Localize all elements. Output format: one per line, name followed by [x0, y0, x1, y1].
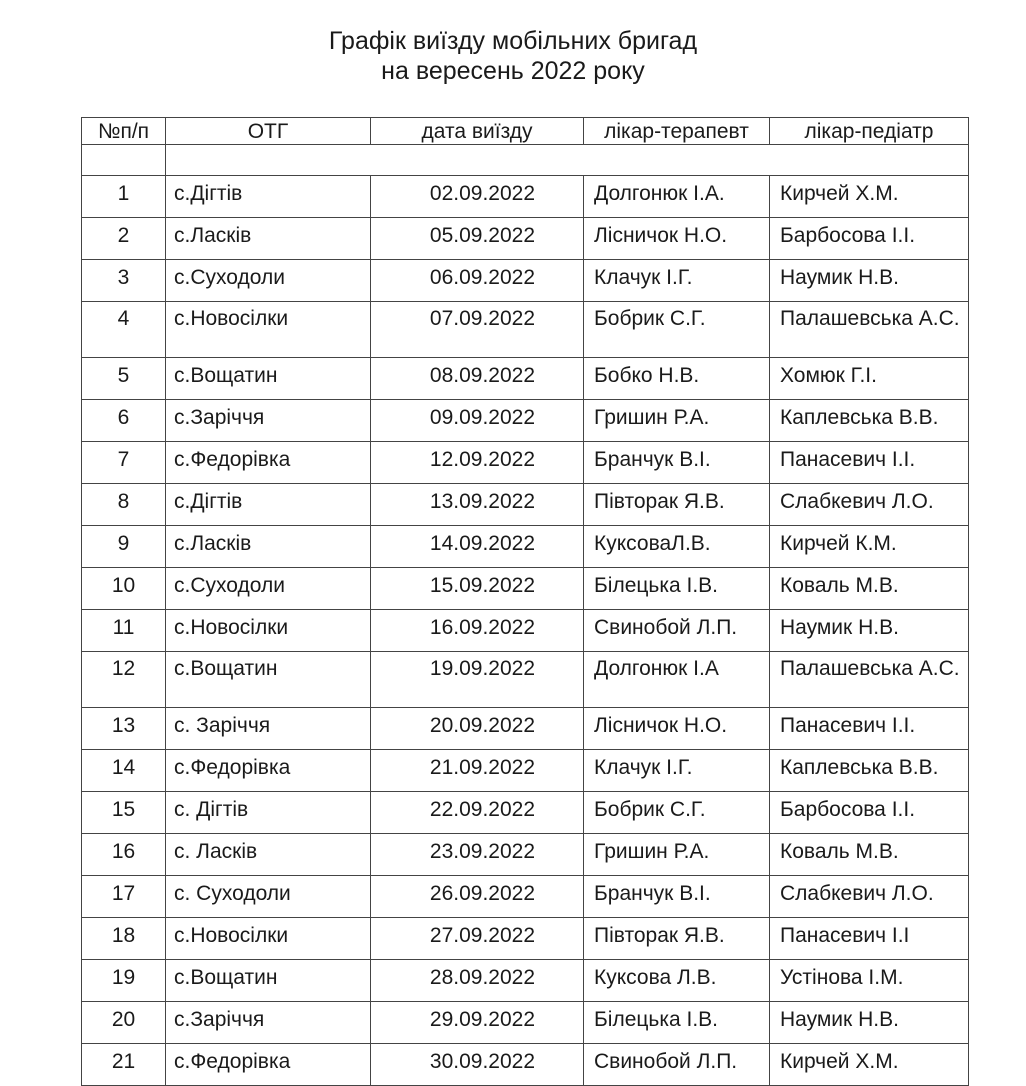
row-date: 12.09.2022	[371, 442, 584, 484]
table-row	[82, 526, 969, 568]
row-number: 18	[82, 918, 166, 960]
header-number: №п/п	[82, 118, 166, 145]
row-otg: с.Федорівка	[166, 1044, 371, 1086]
row-pediatrician: Хомюк Г.І.	[770, 358, 969, 400]
row-date: 06.09.2022	[371, 260, 584, 302]
table-row	[82, 1044, 969, 1086]
row-otg: с.Ласків	[166, 526, 371, 568]
row-otg: с.Заріччя	[166, 1002, 371, 1044]
table-row	[82, 750, 969, 792]
title-line-2: на вересень 2022 року	[381, 57, 645, 85]
row-therapist: Бобрик С.Г.	[584, 302, 770, 358]
row-pediatrician: Наумик Н.В.	[770, 260, 969, 302]
table-row	[82, 218, 969, 260]
row-therapist: Свинобой Л.П.	[584, 1044, 770, 1086]
title-line-1: Графік виїзду мобільних бригад	[328, 27, 698, 55]
row-number: 12	[82, 652, 166, 708]
table-row	[82, 792, 969, 834]
row-otg: с.Вощатин	[166, 960, 371, 1002]
table-row	[82, 358, 969, 400]
row-date: 02.09.2022	[371, 176, 584, 218]
row-pediatrician: Палашевська А.С.	[770, 652, 969, 708]
row-otg: с.Ласків	[166, 218, 371, 260]
row-therapist: Лісничок Н.О.	[584, 218, 770, 260]
row-number: 8	[82, 484, 166, 526]
row-pediatrician: Кирчей К.М.	[770, 526, 969, 568]
row-therapist: Лісничок Н.О.	[584, 708, 770, 750]
row-number: 3	[82, 260, 166, 302]
row-therapist: Бранчук В.І.	[584, 876, 770, 918]
row-date: 27.09.2022	[371, 918, 584, 960]
row-therapist: Клачук І.Г.	[584, 260, 770, 302]
row-number: 2	[82, 218, 166, 260]
table-row	[82, 176, 969, 218]
row-date: 28.09.2022	[371, 960, 584, 1002]
row-date: 20.09.2022	[371, 708, 584, 750]
row-otg: с.Суходоли	[166, 568, 371, 610]
row-date: 30.09.2022	[371, 1044, 584, 1086]
row-date: 23.09.2022	[371, 834, 584, 876]
row-date: 21.09.2022	[371, 750, 584, 792]
table-row	[82, 918, 969, 960]
row-otg: с.Дігтів	[166, 484, 371, 526]
row-number: 14	[82, 750, 166, 792]
row-pediatrician: Каплевська В.В.	[770, 750, 969, 792]
table-row	[82, 876, 969, 918]
table-row	[82, 610, 969, 652]
table-row	[82, 960, 969, 1002]
row-otg: с.Вощатин	[166, 358, 371, 400]
row-number: 15	[82, 792, 166, 834]
row-pediatrician: Барбосова І.І.	[770, 792, 969, 834]
header-therapist: лікар-терапевт	[584, 118, 770, 145]
row-number: 17	[82, 876, 166, 918]
row-date: 19.09.2022	[371, 652, 584, 708]
row-otg: с.Суходоли	[166, 260, 371, 302]
header-date: дата виїзду	[371, 118, 584, 145]
row-therapist: Долгонюк І.А.	[584, 176, 770, 218]
row-date: 29.09.2022	[371, 1002, 584, 1044]
row-pediatrician: Слабкевич Л.О.	[770, 484, 969, 526]
row-otg: с.Федорівка	[166, 442, 371, 484]
blank-row	[82, 145, 969, 176]
table-row	[82, 568, 969, 610]
blank-cell-wide	[166, 145, 969, 176]
row-pediatrician: Панасевич І.І	[770, 918, 969, 960]
header-pediatrician: лікар-педіатр	[770, 118, 969, 145]
row-date: 09.09.2022	[371, 400, 584, 442]
row-pediatrician: Кирчей Х.М.	[770, 176, 969, 218]
row-date: 14.09.2022	[371, 526, 584, 568]
row-otg: с.Новосілки	[166, 610, 371, 652]
row-otg: с.Заріччя	[166, 400, 371, 442]
table-row	[82, 442, 969, 484]
row-number: 13	[82, 708, 166, 750]
row-otg: с.Новосілки	[166, 302, 371, 358]
schedule-table	[81, 117, 969, 1086]
row-date: 16.09.2022	[371, 610, 584, 652]
row-otg: с.Дігтів	[166, 176, 371, 218]
row-pediatrician: Палашевська А.С.	[770, 302, 969, 358]
row-number: 6	[82, 400, 166, 442]
table-row	[82, 302, 969, 358]
row-pediatrician: Наумик Н.В.	[770, 1002, 969, 1044]
row-otg: с. Ласків	[166, 834, 371, 876]
row-otg: с.Новосілки	[166, 918, 371, 960]
row-therapist: Куксова Л.В.	[584, 960, 770, 1002]
row-therapist: Півторак Я.В.	[584, 484, 770, 526]
row-date: 26.09.2022	[371, 876, 584, 918]
row-number: 11	[82, 610, 166, 652]
row-number: 5	[82, 358, 166, 400]
row-therapist: Бобрик С.Г.	[584, 792, 770, 834]
row-date: 05.09.2022	[371, 218, 584, 260]
table-row	[82, 400, 969, 442]
row-pediatrician: Барбосова І.І.	[770, 218, 969, 260]
row-number: 7	[82, 442, 166, 484]
row-therapist: Клачук І.Г.	[584, 750, 770, 792]
table-row	[82, 834, 969, 876]
row-number: 19	[82, 960, 166, 1002]
row-pediatrician: Слабкевич Л.О.	[770, 876, 969, 918]
row-pediatrician: Кирчей Х.М.	[770, 1044, 969, 1086]
row-therapist: Гришин Р.А.	[584, 400, 770, 442]
row-otg: с.Вощатин	[166, 652, 371, 708]
row-date: 15.09.2022	[371, 568, 584, 610]
table-row	[82, 652, 969, 708]
row-number: 20	[82, 1002, 166, 1044]
document-title	[0, 26, 1026, 86]
row-therapist: Півторак Я.В.	[584, 918, 770, 960]
row-therapist: Гришин Р.А.	[584, 834, 770, 876]
row-therapist: КуксоваЛ.В.	[584, 526, 770, 568]
row-date: 13.09.2022	[371, 484, 584, 526]
table-row	[82, 260, 969, 302]
table-body	[82, 145, 969, 1086]
row-date: 07.09.2022	[371, 302, 584, 358]
row-therapist: Долгонюк І.А	[584, 652, 770, 708]
row-therapist: Білецька І.В.	[584, 1002, 770, 1044]
row-pediatrician: Каплевська В.В.	[770, 400, 969, 442]
row-pediatrician: Панасевич І.І.	[770, 442, 969, 484]
row-therapist: Бобко Н.В.	[584, 358, 770, 400]
row-date: 22.09.2022	[371, 792, 584, 834]
row-therapist: Свинобой Л.П.	[584, 610, 770, 652]
row-number: 4	[82, 302, 166, 358]
row-pediatrician: Устінова І.М.	[770, 960, 969, 1002]
row-otg: с.Федорівка	[166, 750, 371, 792]
row-otg: с. Заріччя	[166, 708, 371, 750]
row-number: 21	[82, 1044, 166, 1086]
header-otg: ОТГ	[166, 118, 371, 145]
row-otg: с. Дігтів	[166, 792, 371, 834]
row-number: 9	[82, 526, 166, 568]
table-row	[82, 1002, 969, 1044]
row-therapist: Білецька І.В.	[584, 568, 770, 610]
row-date: 08.09.2022	[371, 358, 584, 400]
row-pediatrician: Панасевич І.І.	[770, 708, 969, 750]
row-pediatrician: Коваль М.В.	[770, 834, 969, 876]
table-row	[82, 484, 969, 526]
row-number: 1	[82, 176, 166, 218]
row-therapist: Бранчук В.І.	[584, 442, 770, 484]
row-otg: с. Суходоли	[166, 876, 371, 918]
blank-cell	[82, 145, 166, 176]
table-row	[82, 708, 969, 750]
row-number: 10	[82, 568, 166, 610]
row-pediatrician: Коваль М.В.	[770, 568, 969, 610]
row-number: 16	[82, 834, 166, 876]
row-pediatrician: Наумик Н.В.	[770, 610, 969, 652]
table-header-row	[82, 118, 969, 145]
